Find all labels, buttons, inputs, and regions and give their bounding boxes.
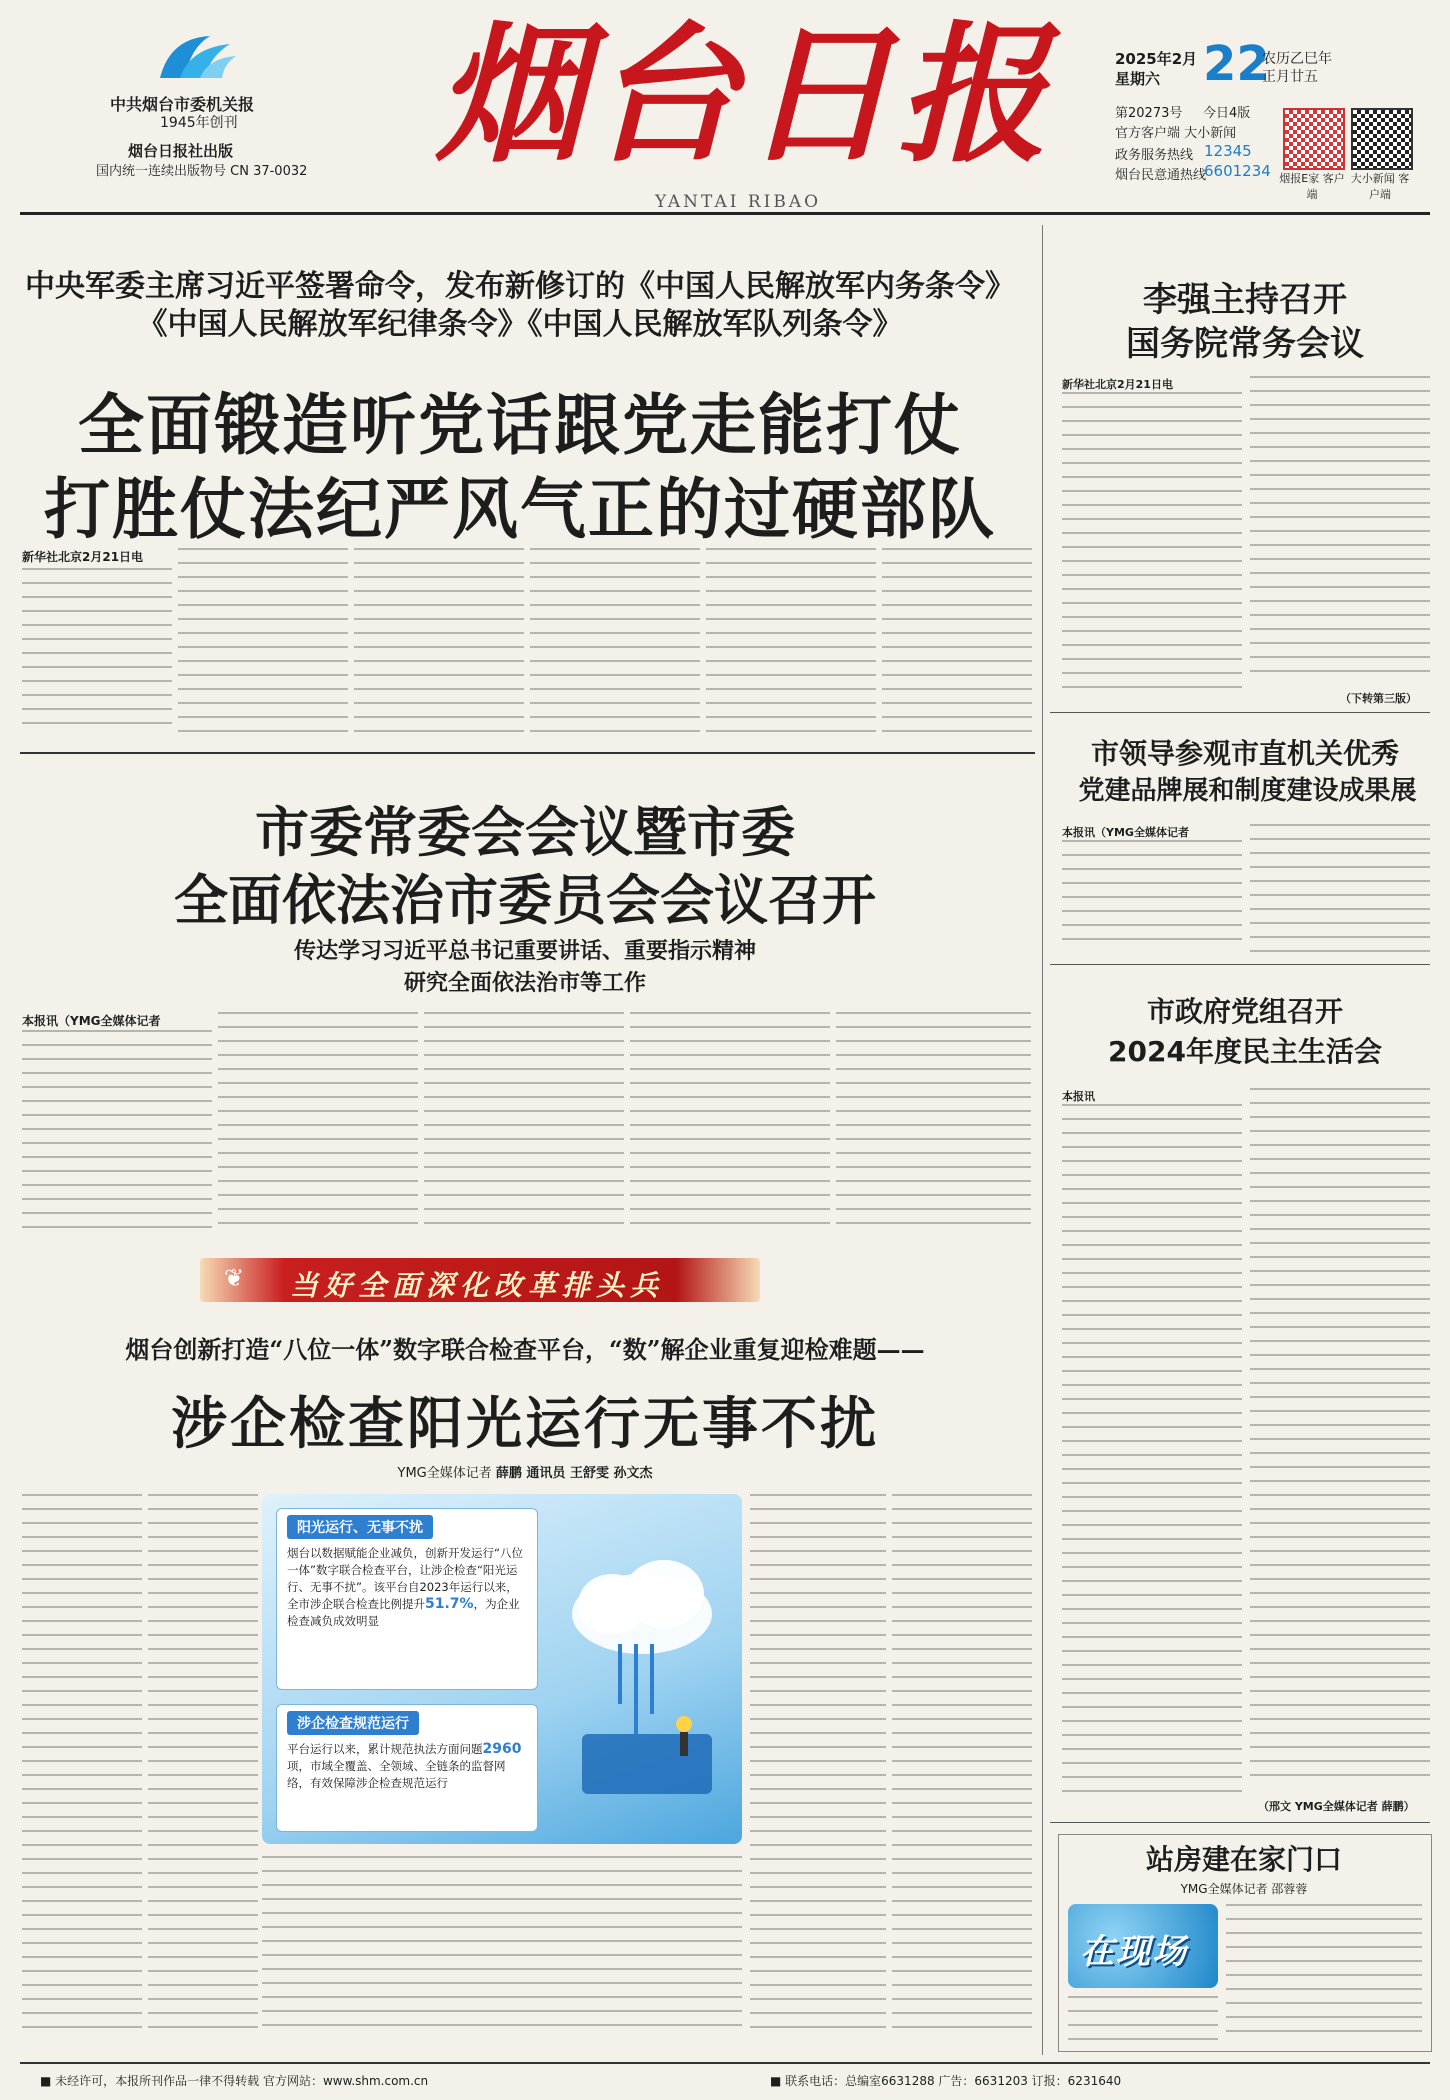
right-h4-title: 站房建在家门口 <box>1145 1843 1342 1876</box>
story3-body-col1 <box>22 1494 142 2034</box>
infographic <box>262 1494 742 1844</box>
lead-body-col5 <box>706 548 876 736</box>
story2-body-col5 <box>836 1012 1031 1230</box>
right-h3-body-col2 <box>1250 1088 1430 1788</box>
right-h2-rule <box>1050 964 1430 965</box>
right-h3-line1: 市政府党组召开 <box>1146 995 1343 1028</box>
publisher-line3: 烟台日报社出版 <box>128 142 234 160</box>
lunar-line1: 农历乙巳年 <box>1262 51 1332 67</box>
story2-body-col1 <box>22 1030 212 1230</box>
footer-bullet-icon-2: ■ <box>770 2074 786 2088</box>
story3-body-col2 <box>148 1494 258 2034</box>
right-h2-byline: 本报讯（YMG全媒体记者 <box>1062 826 1189 839</box>
info-panel-1 <box>276 1508 538 1690</box>
right-h3-body-col1 <box>1062 1104 1242 1804</box>
newspaper-logo-icon <box>150 28 240 88</box>
footer-rule <box>20 2062 1430 2064</box>
client-line: 官方客户端 大小新闻 <box>1115 126 1237 141</box>
right-h1-line2: 国务院常务会议 <box>1126 324 1364 364</box>
lead-kicker: 中央军委主席习近平签署命令，发布新修订的《中国人民解放军内务条令》《中国人民解放军纪律条令》《中国人民解放军队列条令》 <box>25 269 1015 342</box>
story3-kicker: 烟台创新打造“八位一体”数字联合检查平台，“数”解企业重复迎检难题—— <box>125 1335 925 1364</box>
right-h3-footer: （邢文 YMG全媒体记者 薛鹏） <box>1258 1800 1415 1813</box>
right-h2-body-col1 <box>1062 840 1242 952</box>
story2-headline-2: 全面依法治市委员会会议召开 <box>174 869 876 932</box>
footer-left-text: 未经许可，本报所刊作品一律不得转载 官方网站：www.shm.com.cn <box>55 2074 429 2088</box>
publisher-line4: 国内统一连续出版物号 CN 37-0032 <box>96 164 308 179</box>
right-h3-rule <box>1050 1822 1430 1823</box>
story2-body-col4 <box>630 1012 830 1230</box>
right-h4-body-col1 <box>1068 1996 1218 2044</box>
story2-body-col3 <box>424 1012 624 1230</box>
right-h2-line1: 市领导参观市直机关优秀 <box>1090 737 1399 770</box>
right-h1-body-col1 <box>1062 392 1242 692</box>
lead-body-col4 <box>530 548 700 736</box>
right-h2-body-col2 <box>1250 824 1430 952</box>
story3-body-bottom <box>262 1856 742 2034</box>
column-divider <box>1042 225 1043 2055</box>
lead-body-col6 <box>882 548 1032 736</box>
footer-right-text: 联系电话：总编室6631288 广告：6631203 订报：6231640 <box>785 2074 1122 2088</box>
issue-number: 第20273号 <box>1115 106 1183 121</box>
lead-byline: 新华社北京2月21日电 <box>22 550 144 564</box>
story2-body-col2 <box>218 1012 418 1230</box>
right-h3-byline: 本报讯 <box>1062 1090 1095 1103</box>
story2-subhead-1: 传达学习习近平总书记重要讲话、重要指示精神 <box>293 938 756 964</box>
lead-body-col1 <box>22 568 172 736</box>
hotline1-number: 12345 <box>1204 142 1252 160</box>
qr-code-app1[interactable] <box>1283 108 1345 170</box>
on-site-badge <box>1068 1904 1218 1988</box>
banner-ornament-icon: ❦ <box>224 1264 245 1292</box>
banner-text: 当好全面深化改革排头兵 <box>290 1269 665 1302</box>
info-text-1 <box>287 1545 527 1630</box>
qr-code-app2[interactable] <box>1351 108 1413 170</box>
lead-headline-2: 打胜仗法纪严风气正的过硬部队 <box>44 471 996 548</box>
lead-body-col2 <box>178 548 348 736</box>
qr1-caption: 烟报E家 客户端 <box>1279 172 1345 201</box>
hotline2-label: 烟台民意通热线 <box>1115 168 1207 183</box>
publisher-line2: 1945年创刊 <box>160 115 238 131</box>
paper-title: 烟台日报 <box>435 7 1052 183</box>
publisher-line1: 中共烟台市委机关报 <box>110 95 255 114</box>
story2-byline: 本报讯（YMG全媒体记者 <box>22 1014 161 1028</box>
info-title-1: 阳光运行、无事不扰 <box>287 1515 433 1539</box>
info-title-2: 涉企检查规范运行 <box>287 1711 419 1735</box>
info-text-1b: ，为企业检查减负成效明显 <box>287 1597 520 1628</box>
reform-banner <box>200 1258 760 1302</box>
qr2-caption: 大小新闻 客户端 <box>1350 172 1410 201</box>
lead-bottom-rule <box>20 752 1035 754</box>
page-count: 今日4版 <box>1203 106 1251 121</box>
story3-body-col5 <box>892 1494 1032 2034</box>
info-percent: 51.7% <box>425 1596 474 1612</box>
right-h1-rule <box>1050 712 1430 713</box>
info-text-1a: 烟台以数据赋能企业减负，创新开发运行“八位一体”数字联合检查平台，让涉企检查“阳光运行、无事不扰”。该平台自2023年运行以来，全市涉企联合检查比例提升 <box>287 1546 523 1611</box>
info-text-2b: 项，市域全覆盖、全领域、全链条的监督网络，有效保障涉企检查规范运行 <box>287 1759 506 1790</box>
info-panel-2 <box>276 1704 538 1832</box>
footer-right <box>770 2072 1121 2089</box>
right-h4-byline: YMG全媒体记者 邵蓉蓉 <box>1180 1882 1308 1896</box>
paper-pinyin: YANTAI RIBAO <box>655 192 822 212</box>
hotline2-number: 6601234 <box>1204 162 1271 180</box>
story3-reporters: 薛鹏 通讯员 王舒雯 孙文杰 <box>495 1466 653 1481</box>
info-count: 2960 <box>482 1741 522 1757</box>
date-year-month: 2025年2月 <box>1115 50 1198 68</box>
info-text-2 <box>287 1741 527 1792</box>
right-h3-line2: 2024年度民主生活会 <box>1108 1035 1382 1068</box>
story3-body-col4 <box>750 1494 886 2034</box>
masthead-rule <box>20 212 1430 215</box>
date-day: 22 <box>1203 36 1270 92</box>
date-weekday: 星期六 <box>1115 70 1161 88</box>
story3-byline <box>20 1462 1030 1481</box>
story3-headline: 涉企检查阳光运行无事不扰 <box>171 1392 879 1457</box>
right-h2-line2: 党建品牌展和制度建设成果展 <box>1078 776 1417 806</box>
info-text-2a: 平台运行以来，累计规范执法方面问题 <box>287 1742 483 1756</box>
hotline1-label: 政务服务热线 <box>1115 148 1194 163</box>
lead-body-col3 <box>354 548 524 736</box>
story2-headline-1: 市委常委会会议暨市委 <box>255 801 795 864</box>
story2-subhead-2: 研究全面依法治市等工作 <box>403 970 646 996</box>
right-h1-continue: （下转第三版） <box>1340 692 1417 705</box>
footer-left <box>40 2072 428 2089</box>
masthead <box>0 0 1450 210</box>
story3-byline-label: YMG全媒体记者 <box>397 1466 496 1481</box>
lunar-line2: 正月廿五 <box>1262 69 1318 85</box>
right-h1-line1: 李强主持召开 <box>1143 280 1347 320</box>
cloud-computing-icon <box>552 1534 732 1814</box>
right-h1-byline: 新华社北京2月21日电 <box>1062 378 1173 391</box>
right-h1-body-col2 <box>1250 376 1430 682</box>
on-site-badge-text: 在现场 <box>1080 1932 1188 1972</box>
lead-headline-1: 全面锻造听党话跟党走能打仗 <box>78 387 962 464</box>
right-h4-body-col2 <box>1226 1904 1422 2044</box>
footer-bullet-icon: ■ <box>40 2074 56 2088</box>
